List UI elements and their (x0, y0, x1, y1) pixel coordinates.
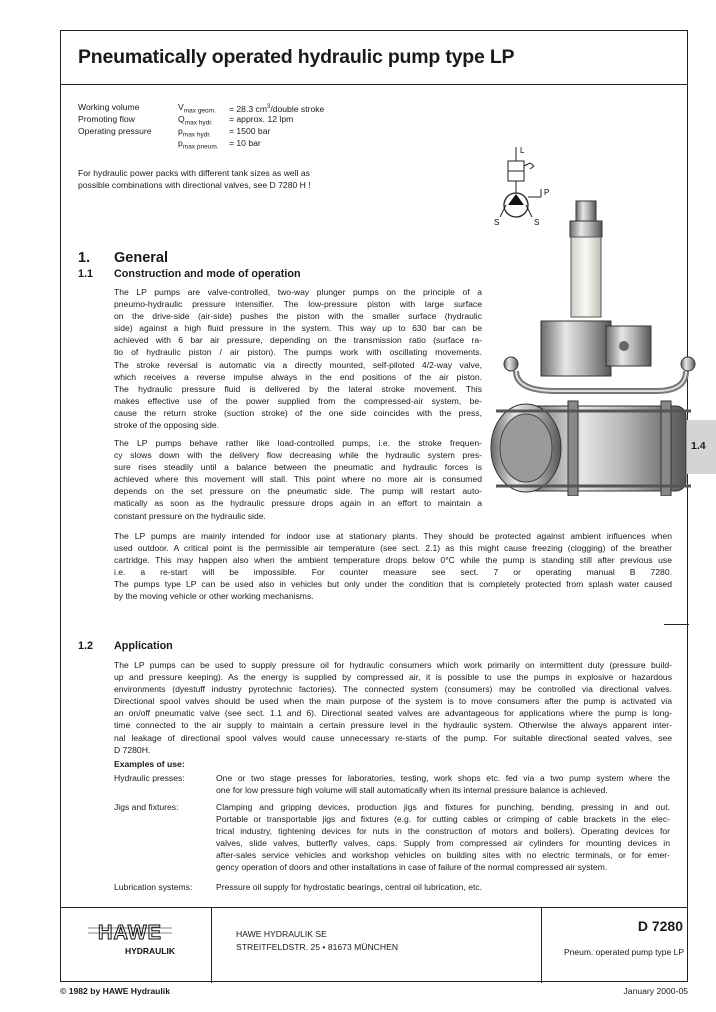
section-tab-label: 1.4 (691, 440, 706, 452)
intro-line: possible combinations with directional valves, see D 7280 H ! (78, 180, 311, 191)
section-1-title: General (114, 250, 168, 266)
spec-symbol-letter: V (178, 102, 184, 112)
text-line: by the moving vehicle or other working mechanisms. (114, 591, 314, 602)
spec-symbol-letter: p (178, 138, 183, 149)
example-text (216, 801, 670, 874)
spec-value (229, 113, 293, 125)
text-line: on the drive-side (air-side) pushes the piston with the smaller surface (hydraulic (114, 311, 482, 322)
section-1-number: 1. (78, 250, 91, 266)
logo-sub: HYDRAULIK (124, 946, 175, 956)
section-1-1-number: 1.1 (78, 268, 94, 280)
text-line: trical industry, tightening devices for nuts in the construction of motors and boilers). Operating devices for (216, 826, 670, 837)
text-line: up and pressure keeping). As the energy is supplied by compressed air, it is possible to use the pumps in explosive or hazardous (114, 672, 672, 683)
text-line: an on/off pneumatic valve (see sect. 1.1 and 6). Directional seated valves are advantageous for applications where the pump is long- (114, 708, 672, 719)
text-line: The pumps type LP can be used also in vehicles but only under the condition that is completely protected from splash water caused (114, 579, 672, 590)
company-address (236, 928, 398, 954)
text-line: Directional spool valves should be used when the main purpose of the system is to move consumers after the pump is activated via (114, 696, 672, 707)
symbol-label-s-left: S (494, 218, 500, 227)
text-line: one for low pressure high volume will stall automatically when its internal pressure balance is achieved. (216, 785, 608, 796)
text-line: used outdoor. A critical point is the permissible air temperature (see sect. 2.1) as this might cause freezing (clogging) of the breather (114, 543, 672, 554)
text-line: Clamping and gripping devices, production jigs and fixtures for punching, bending, pressing in and out. (216, 802, 670, 812)
text-line: The LP pumps are valve-controlled, two-way plunger pumps on the principle of a (114, 287, 482, 297)
issue-date: January 2000-05 (623, 986, 688, 996)
example-text (216, 772, 670, 796)
text-line: The LP pumps are mainly intended for indoor use at stationary plants. They should be protected against ambient influences when (114, 531, 672, 541)
document-number: D 7280 (637, 918, 683, 934)
page-title: Pneumatically operated hydraulic pump type LP (78, 46, 515, 68)
section-1-2-number: 1.2 (78, 640, 94, 652)
spec-value-main: = 28.3 cm (229, 103, 267, 114)
text-line: gency operation of doors and other installations in case of failure of the normal compressed air system. (216, 862, 608, 873)
text-line: after-sales service vehicles and workshop vehicles on building sites with no electric terminals, or for emer- (216, 850, 670, 861)
spec-symbol-letter: p (178, 126, 183, 137)
section-1-1-paragraph-2 (114, 437, 482, 522)
text-line: constant pressure on the hydraulic side. (114, 510, 266, 521)
section-1-1-paragraph-3 (114, 530, 672, 603)
page-frame (60, 30, 688, 982)
example-label: Hydraulic presses: (114, 773, 185, 783)
text-line: which receives a reverse impulse always in the end positions of the air piston. (114, 371, 482, 382)
spec-symbol-subscript: max hydr. (182, 131, 211, 139)
text-line: cy slows down with the delivery flow decreasing while the hydraulic system pres- (114, 450, 482, 461)
spec-symbol-subscript: max hydr. (184, 119, 213, 127)
section-1-2-paragraph (114, 659, 672, 756)
text-line: valves, slide valves, butterfly valves, caps. Supply from compressed air cylinders for mounting devices in (216, 838, 670, 849)
hawe-logo (85, 920, 175, 958)
footer (61, 907, 687, 983)
logo-text: HAWE (98, 922, 162, 944)
title-bar (61, 31, 687, 85)
text-line: makes effective use of the power supplied from the compressed-air system, be- (114, 395, 482, 406)
text-line: achieved with 6 bar air pressure, depending on the transmission ratio (surface ra- (114, 335, 482, 346)
spec-value-main: = approx. 12 lpm (229, 114, 294, 125)
text-line: side) against a high fluid pressure in the system. This way up to 630 bar can be (114, 323, 482, 334)
text-line: The LP pumps behave rather like load-controlled pumps, i.e. the stroke frequen- (114, 438, 482, 448)
symbol-label-l: L (520, 146, 525, 155)
section-1-1-title: Construction and mode of operation (114, 268, 301, 280)
section-tab (687, 420, 716, 474)
text-line: time connected to the air supply to maintain a certain pressure level in the hydraulic system. Otherwise the always apparent inter- (114, 720, 672, 731)
text-line: pneumo-hydraulic pressure intensifier. The low-pressure piston with large surface (114, 299, 482, 310)
text-line: One or two stage presses for laboratories, testing, work shops etc. fed via a two pump system where the (216, 773, 670, 783)
footer-divider (211, 908, 212, 983)
symbol-label-p: P (544, 188, 550, 197)
example-label: Lubrication systems: (114, 882, 193, 892)
spec-value-main: = 1500 bar (229, 126, 271, 137)
spec-symbol-subscript: max geom. (183, 107, 216, 115)
section-1-1-paragraph-1 (114, 286, 482, 431)
copyright: © 1982 by HAWE Hydraulik (60, 986, 170, 996)
section-divider (664, 624, 689, 625)
text-line: D 7280H. (114, 744, 151, 755)
example-text (216, 881, 670, 893)
text-line: Pressure oil supply for hydrostatic bearings, central oil lubrication, etc. (216, 882, 483, 892)
text-line: The LP pumps can be used to supply pressure oil for hydraulic consumers which work primarily on intermittent duty (pressure build- (114, 660, 672, 670)
text-line: depends on the set pressure on the pneumatic side. The pump will restart auto- (114, 486, 482, 497)
text-line: cartridge. This may happen also when the ambient temperature drops below 0°C while the pump is standing still after previous use (114, 555, 672, 566)
example-label: Jigs and fixtures: (114, 802, 179, 812)
spec-symbol-letter: Q (178, 114, 185, 125)
symbol-label-s-right: S (534, 218, 540, 227)
text-line: The hydraulic pressure fluid is delivered by the lateral stroke movement. This (114, 383, 482, 394)
text-line: tio of hydraulic piston / air piston). The pumps work with oscillating movements. (114, 347, 482, 358)
text-line: achieved where this movement will stall. This point where no more air is consumed (114, 474, 482, 485)
spec-value-superscript: 3 (266, 104, 271, 110)
text-line: cause the return stroke (suction stroke) of the one side coincides with the press, (114, 407, 482, 418)
pump-illustration (456, 196, 696, 496)
spec-label: Working volume (78, 102, 140, 112)
spec-symbol-subscript: max pneum. (182, 144, 219, 151)
spec-value (229, 125, 270, 137)
intro-text (78, 167, 358, 191)
intro-line: For hydraulic power packs with different tank sizes as well as (78, 168, 310, 178)
text-line: i.e. a re-start will be impossible. For counter measure see sect. 7 or operating manual B 7280. (114, 567, 672, 578)
spec-symbol (178, 137, 219, 154)
spec-value-main: = 10 bar (229, 138, 261, 149)
text-line: environments (dyestuff industry pyrotechnic factories). The connected system (consumers) may be controlled via directional valves. (114, 684, 672, 695)
examples-heading: Examples of use: (114, 759, 185, 769)
text-line: The stroke reversal is automatic via a directly mounted, self-piloted 4/2-way valve, (114, 359, 482, 370)
text-line: Portable or transportable jigs and fixtures (e.g. for cutting cables or crimping of cable brackets in the elec- (216, 814, 670, 825)
section-1-2-title: Application (114, 640, 173, 652)
spec-value-tail: /double stroke (270, 103, 325, 114)
text-line: matically as soon as the hydraulic pressure drops again in an effort to maintain a (114, 498, 482, 509)
text-line: sure rises steadily until a balance between the pneumatic and hydraulic forces is (114, 462, 482, 473)
company-name: HAWE HYDRAULIK SE (236, 929, 327, 939)
text-line: stroke of the opposing side. (114, 420, 220, 431)
document-title: Pneum. operated pump type LP (563, 947, 684, 957)
spec-label: Operating pressure (78, 126, 152, 137)
street-address: STREITFELDSTR. 25 • 81673 MÜNCHEN (236, 942, 399, 952)
spec-value (229, 137, 261, 149)
spec-label: Promoting flow (78, 114, 135, 125)
text-line: nal leakage of directional spool valves would cause unnecessary re-starts of the pump. For suitable directional seated valves, see (114, 732, 672, 743)
